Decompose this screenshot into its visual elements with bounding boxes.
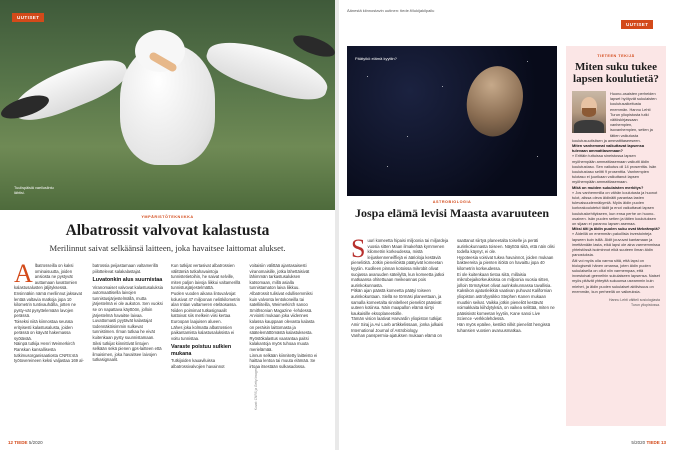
column-1 xyxy=(351,234,449,433)
issue-number: 5/2020 xyxy=(28,440,43,445)
section-tag: UUTISET xyxy=(12,13,44,22)
star xyxy=(387,166,388,167)
signature-name: Hannu Lehti väitteli sosiologiasta xyxy=(609,297,660,302)
portrait-beard xyxy=(582,108,596,117)
column-4 xyxy=(250,263,321,433)
column-2 xyxy=(457,238,555,433)
sidebar-body xyxy=(566,91,666,294)
star xyxy=(537,156,538,157)
researcher-sidebar xyxy=(566,46,666,426)
page-number: 13 xyxy=(660,440,666,445)
albatross-photo xyxy=(0,0,335,210)
column-text: lbatrosseilla on kaksi ominaisuutta, joiden ansiosta ne pystyvät auttamaan luvattomien kalastusalusten jäljityksessä. Ensinnäkin nämä merilinnut jaksavat lentää valtavia matkoja jopa 10 kilometrin tuntivauhdilla, jotten ne pysty-vät pysyttelemään lavojen perässä. Toiseksi niitä kiinnostaa seurata erityisesti kalastusalusta, joiden perässä on käyvät hakemassa syötävää. Näinpä tutkija Henri Weimerkirch Ranskan kansallisesta tutkimusorganisaatiosta CNRS:stä työtovereineen keksi valjastaa 169 al- xyxy=(14,263,84,364)
image-caption: Päätyikö elämä kyytiin? xyxy=(355,56,397,61)
albatross-wing-left xyxy=(7,49,132,129)
photo-caption: Tuulispäisiä vaelluslintu lähtisi. xyxy=(14,186,54,195)
reader-vote-line: Äänestä kiinnostavin uutinen: tiede.fi/lukijakilpailu xyxy=(347,8,435,13)
dropcap: A xyxy=(14,259,33,288)
issue-number: 5/2020 xyxy=(631,440,646,445)
interview-answer: » Jos vanhemmilla on vähän koulutusta ja huonot tulot, alissa oleva äidinäiti parantaa lasten tulevaisuudennäkymiä. Myös äidin puolen korkeakoulutetut tädit ja enot vaikuttavat lapsen koulutuskehitykseen, kun ensa perhe on huono-osainen. Isän puolen setien ja tätien koulutuksen on sijaan ei parannu lapsen asemaa. xyxy=(572,189,658,227)
albatross-head xyxy=(135,30,185,72)
sidebar-title: Miten suku tukee lapsen koulutietä? xyxy=(573,61,659,85)
section-tag: UUTISET xyxy=(621,20,653,29)
magazine-name: TIEDE xyxy=(14,440,28,445)
subheading: Varaste poistuu sulkien mukana xyxy=(171,344,232,357)
article-headline: Albatrossit valvovat kalastusta xyxy=(65,222,270,239)
sidebar-kicker: TIETEEN TEKIJÄ xyxy=(597,54,635,58)
magazine-name: TIEDE xyxy=(646,440,660,445)
signature-place: Turun yliopistossa. xyxy=(630,302,660,307)
column-1 xyxy=(14,259,85,433)
interview-question: Miksi äiti ja äidin puolen suku ovat tärkeämpiä? xyxy=(572,226,660,232)
interview-question: Mikä on muiden sukulaisten merkitys? xyxy=(572,184,644,190)
photo-credit: Kuvat: CNRS ja Getty Images xyxy=(254,368,258,411)
star xyxy=(407,136,408,137)
article-body xyxy=(351,234,555,433)
comet-nucleus xyxy=(457,59,533,144)
column-2 xyxy=(93,263,164,433)
article-kicker: ASTROBIOLOGIA xyxy=(432,200,472,204)
dropcap: S xyxy=(351,234,366,263)
sidebar-intro: Huono-osaisten perheiden lapset hyötyvät sukulaisten koulutusaikeitusta enemmän. Hannu Lehti Turun yliopistosta tutki väitöskirjassaan vanhempien, isovanhempien, setien ja tätien vaikutusta koulutusuutisiisen ja ammattitaseeseen. xyxy=(572,91,657,143)
column-3 xyxy=(171,263,242,433)
interview-answer: » Äideillä on enemmän pakollisia investointeja lapseen kuin isillä. Äidit jouvuvat kantamaan ja imettämään lasta, eikä lapsi ole aina varmemmissa yhteistössä isoiminnot eikä suuteen ilman äidin panostuksia. Äiti voi myös olla varma siitä, että lapsi on biologisesti hänen omansa, joten äidin puolen sukulaisella on ollut niin varmempaa, että investoivat geeneihin sukulaiseen lapsensa. Naiset myös pitävät yhteyttä sukuunsa useammin kuin miehet, ja äidin puolen sukulaiset aktiivisuus on enemmän, kun perheellä on vaikeuksia. xyxy=(572,231,661,294)
article-body xyxy=(14,259,320,433)
article-lead: Merilinnut saivat selkäänsä laitteen, joka havaitsee laittomat alukset. xyxy=(49,243,286,253)
column-text: uuri komeetta hipaisi miljoonia tai miljardeja vuosia sitten Maan ilmakehää kymmenen kilometrin korkeudessa, mistä leijuskenneneiffiejä ei äärioloja kestäviä pieneliöitä. Jotkin pieneliöistä päätyivät komeetan kyytiin. Kuolleen pinnan kotoissa mikrobit olivat suojassa avaruuden säteilyltä, kun komeetta jatkoi matkaansa ohitettuaan meikeannas pois aurinkokunnasta. Pitkän ajan päästä komeetta päätyi toiseen aurinkokuntaan. Siellä se törmäsi planeettaan, ja samalla komeetalta sinnitelleet pieneliöt pääsivät uuteen kotiinsa. Näin maapallon elämä siirtyi kaukaisille eksoplaneetoille. Tämän vision laativat Harvardin yliopiston tutkijat Amir Siraj ja Avi Loeb artikkelissaan, jonka julkaisi International Journal of Astrobiology. Vanhan panspermia-ajatuksen mukaan elämä on xyxy=(351,238,449,339)
sidebar-signature xyxy=(566,294,666,307)
column-text: saattanut siirtyä planeetalta toiselle ja peräti aurinkokunnasta toiseen. Näyttöä siitä, että näin olisi todella käynyt, ei ole. Hypoteesia voisivat tukea havainnot, joiden mukaan bakteereita ja pienten itiöitä on havaittu jopa 40 kilometrin korkeudessa. Ei ole kuitenkaan tietoa siitä, millaisia mikrobejaikorkeuksissa on miljoonia vuosia sitten, jolloin törmäykset olivat aurinkokunnassa tavallisia. Kaksikon ajatusleikkiä vaativan puhuvat Kalifornian yliopiston astrofyysikko Stephen Kanen mukaan muutkin seikat. Vaikka jotkin pieneliöt kestävät voimakkaita kiihdytyksiä, on vaikea selittää, miten ne pääsisivät komeetan kyytiin, Kane sanoi Live Science -verkkolehdessä. Hän myös epäilee, kestikö nilkit pieneliöt hengissä tuhansien vuosien avaruusmatkaa. xyxy=(457,238,555,333)
page-footer-right xyxy=(631,440,666,445)
albatross-wingtip-right xyxy=(291,31,335,61)
subheading: Luvatonkin alus suurnistaa xyxy=(92,277,163,284)
portrait-shirt xyxy=(574,120,604,133)
column-text: Viranomaiset valvovat kalastusaluksia automaattisella laivojen tunnistusjärjestelmällä, mutta järjestelmä ei ole aukoton. Sen vuoksi se on napattava käyttöön, jolloin järjestelmä havaitse laivaa. Luvattomasti pyytävät kalastajat todennäköisimmin sulkevat tunnistimen. Ilman tutkaa he eivät kuitenkaan pysty suunnistamaan. Siksi tutkijat kiinnittivät lintujen selkään sekä pienen gps-laitteen että ilmaisimen, joka havaitsee laivojen tutkasignaalit. xyxy=(92,284,163,363)
interview-answer: » Erittäin tuttuissa sineistossa lapsen myöhempään ammattiasemaan vaikutti äidin koulutustaso. Sen vaikutus oli 14 prosenttia. Isän koulutustaso selitti 9 prosenttia. Vanhempien tulotaso ei juurikaan vaikuttanut lapsen myöhempään ammattiasemaan. xyxy=(572,153,657,185)
star xyxy=(367,76,368,77)
researcher-portrait xyxy=(572,91,606,133)
column-text: batrossia peijastamaan valtamerillä piilottelevat salakalastajat. xyxy=(92,263,158,274)
interview-question: Miten vanhemmat vaikuttavat lapsensa tulevaan ammattiasemaan? xyxy=(572,143,645,154)
star xyxy=(527,61,528,62)
star xyxy=(442,86,443,87)
asteroid-image xyxy=(347,46,557,196)
article-headline: Jospa elämä levisi Maasta avaruuteen xyxy=(355,206,549,220)
left-page xyxy=(0,0,335,450)
column-text: voitaisiin välittää ajantasaisesti viranomaisille, jotka lähettäisivät lähimmän tarkastusaluksen katsomaan, millä asialla tunnistamaton laiva liikkuu. Albatrossit tulisivat edullisemmiksi kuin valvonta lentokoneilla tai satelliiteilla, Weimerkirch sanoo Smithsonian Magazine -lehdessä. Arviointi mukaan joka viidennes kalassa kauppaan olevasta kalasta on peräisin laittomasta ja säätelemättömästä kalastuksesta. Ryöstökalastus vaarantaa paitsi kalakantoja myös tuhoaa muuta merielämää. Linnun selkään kiinnitetty laitteisto ei haittaa lentoa tai muuta elämää. Se irtoaa itsestään sulkasadossa. xyxy=(249,263,318,369)
column-text: Tutkijoiden kauaviluissa albatrossivalvojien havainnot xyxy=(171,358,225,369)
column-text: Kun tutkijat vertasivat albatrossien välittämiä tutkahavaintoja tunnistetietoihin, he saivat selville, miten paljon laivoja liikkui valtamerillä tunnistusjärjestelmättä. Puolen vuoden aikana lintuvalvojat kolusivat 47 miljoonan neliökilometrin alan Intian valtameren eteläosassa. Niiden poimimat tutkasignaalit kattoivat siis melkein viisi kertaa Euroopan laajuisen alueen. Lähes joka kolmatta albatrossien paikantamista kalastusaluksista ei voitu tunnistaa. xyxy=(171,263,241,341)
right-page xyxy=(339,0,674,450)
page-footer-left xyxy=(8,440,43,445)
article-kicker: YMPÄRISTÖTEKNIIKKA xyxy=(141,215,194,219)
page-number: 12 xyxy=(8,440,14,445)
